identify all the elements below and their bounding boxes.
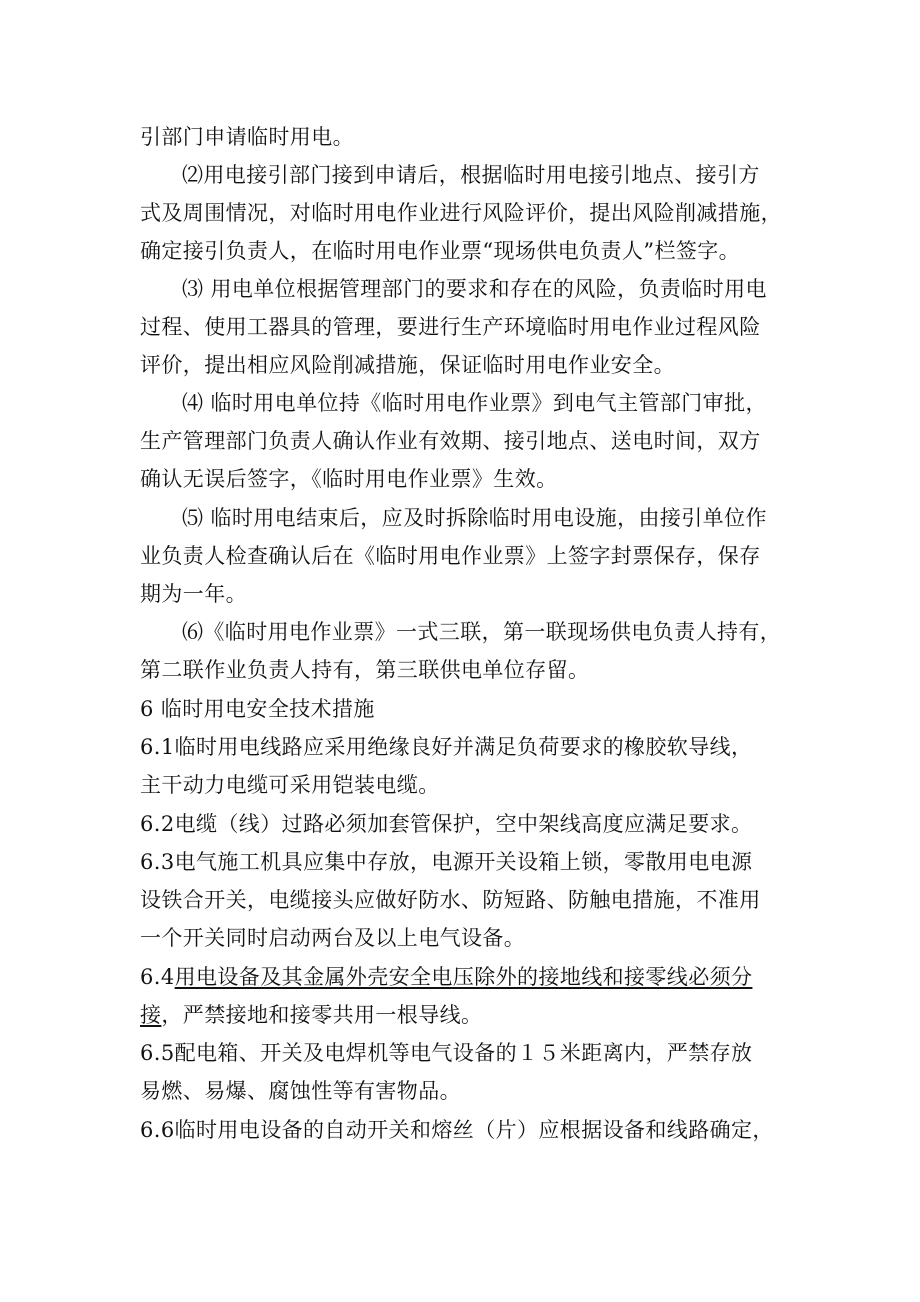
- text-line: [140, 124, 354, 150]
- text-span: ⑷ 临时用电单位持《临时用电作业票》到电气主管部门审批，: [182, 391, 767, 415]
- text-line: [140, 734, 752, 760]
- text-span: 确认无误后签字，《临时用电作业票》生效。: [140, 467, 558, 491]
- text-span: 式及周围情况，对临时用电作业进行风险评价，提出风险削减措施，: [140, 201, 782, 225]
- section-heading: [140, 696, 375, 722]
- text-span: ⑶ 用电单位根据管理部门的要求和存在的风险，负责临时用电: [182, 277, 767, 301]
- text-line: [140, 811, 752, 837]
- underlined-text: 用电设备及其金属外壳安全电压除外的接地线和接零线必须分: [174, 965, 753, 989]
- text-span: 6.3电气施工机具应集中存放，电源开关设箱上锁，零散用电电源: [140, 850, 753, 874]
- text-span: 引部门申请临时用电。: [140, 125, 354, 149]
- text-line: [140, 964, 752, 990]
- text-span: ⑸ 临时用电结束后，应及时拆除临时用电设施，由接引单位作: [182, 506, 767, 530]
- text-line: [140, 772, 440, 798]
- text-line: [140, 428, 761, 454]
- text-span: 过程、使用工器具的管理，要进行生产环境临时用电作业过程风险: [140, 315, 761, 339]
- text-line: [182, 276, 767, 302]
- text-line: [140, 1117, 774, 1143]
- text-span: 易燃、易爆、腐蚀性等有害物品。: [140, 1079, 461, 1103]
- text-span: 期为一年。: [140, 582, 247, 606]
- text-span: 第二联作业负责人持有，第三联供电单位存留。: [140, 658, 590, 682]
- text-span: 6.4: [140, 965, 175, 989]
- text-line: [140, 543, 761, 569]
- text-line: [182, 619, 781, 645]
- text-line: [140, 466, 558, 492]
- underlined-text: 接: [140, 1003, 162, 1027]
- text-line: [140, 1078, 461, 1104]
- text-line: [140, 657, 589, 683]
- text-span: 6 临时用电安全技术措施: [140, 697, 375, 721]
- text-line: [182, 505, 767, 531]
- text-line: [182, 162, 760, 188]
- text-line: [140, 200, 782, 226]
- text-span: 一个开关同时启动两台及以上电气设备。: [140, 926, 526, 950]
- text-span: 设铁合开关，电缆接头应做好防水、防短路、防触电措施，不准用: [140, 888, 761, 912]
- text-span: 6.6临时用电设备的自动开关和熔丝（片）应根据设备和线路确定，: [140, 1118, 774, 1142]
- text-span: 6.1临时用电线路应采用绝缘良好并满足负荷要求的橡胶软导线，: [140, 735, 753, 759]
- text-span: 6.5配电箱、开关及电焊机等电气设备的１５米距离内，严禁存放: [140, 1041, 753, 1065]
- text-line: [140, 352, 675, 378]
- text-span: ，严禁接地和接零共用一根导线。: [161, 1003, 483, 1027]
- text-line: [140, 581, 247, 607]
- text-line: [140, 1002, 482, 1028]
- text-line: [140, 314, 761, 340]
- text-line: [140, 1040, 752, 1066]
- text-line: [182, 390, 767, 416]
- text-line: [140, 925, 525, 951]
- text-line: [140, 238, 740, 264]
- text-span: 生产管理部门负责人确认作业有效期、接引地点、送电时间，双方: [140, 429, 761, 453]
- text-span: 6.2电缆（线）过路必须加套管保护，空中架线高度应满足要求。: [140, 812, 753, 836]
- text-span: ⑵用电接引部门接到申请后，根据临时用电接引地点、接引方: [182, 163, 760, 187]
- text-line: [140, 849, 752, 875]
- text-span: 主干动力电缆可采用铠装电缆。: [140, 773, 440, 797]
- text-line: [140, 887, 761, 913]
- text-span: 业负责人检查确认后在《临时用电作业票》上签字封票保存，保存: [140, 544, 761, 568]
- text-span: 评价，提出相应风险削减措施，保证临时用电作业安全。: [140, 353, 675, 377]
- text-span: 确定接引负责人，在临时用电作业票“现场供电负责人”栏签字。: [140, 239, 741, 263]
- text-span: ⑹《临时用电作业票》一式三联，第一联现场供电负责人持有，: [182, 620, 782, 644]
